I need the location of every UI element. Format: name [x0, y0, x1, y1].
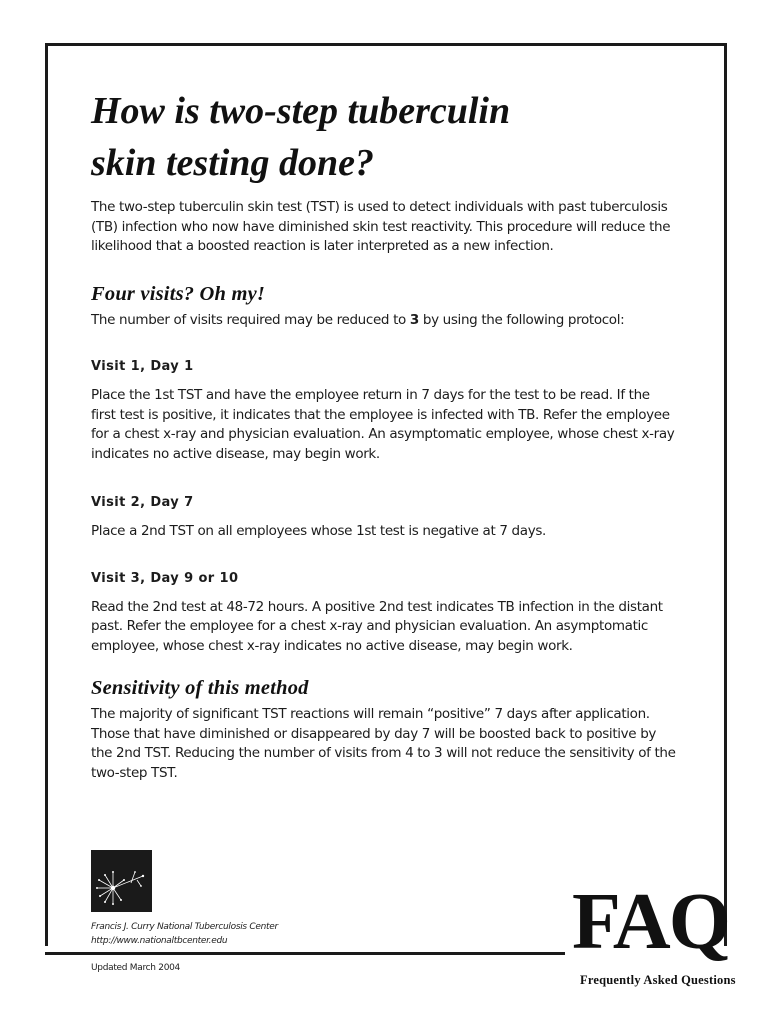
visit-2-heading: Visit 2, Day 7 — [91, 495, 194, 510]
page-border-bottom — [45, 952, 565, 955]
org-credit — [91, 920, 278, 948]
title-line-1: How is two-step tuberculin — [91, 90, 511, 132]
visit-1-text: Place the 1st TST and have the employee return in 7 days for the test to be read. If the first test is positive, it indicates that the employee is infected with TB. Refer the employee for a chest x-ray and physician evaluation. An asymptomatic employee, whose chest x-ray indicates no active disease, may begin work. — [91, 387, 675, 462]
visit-1-heading: Visit 1, Day 1 — [91, 359, 194, 374]
visit-3-heading: Visit 3, Day 9 or 10 — [91, 570, 239, 586]
protocol-text-after: by using the following protocol: — [418, 311, 625, 328]
visit-2-text: Place a 2nd TST on all employees whose 1st test is negative at 7 days. — [91, 523, 546, 539]
faq-subtitle: Frequently Asked Questions — [580, 973, 736, 987]
intro-paragraph: The two-step tuberculin skin test (TST) is used to detect individuals with past tuberculosis (TB) infection who now have diminished skin test reactivity. This procedure will reduce the likelihood that a boosted reaction is later interpreted as a new infection. — [91, 199, 671, 254]
sensitivity-paragraph: The majority of significant TST reactions will remain “positive” 7 days after application. Those that have diminished or disappeared by day 7 will be boosted back to positive by the 2nd TST. Reducing the number of visits from 4 to 3 will not reduce the sensitivity of the two-step TST. — [91, 706, 676, 781]
visit-3-text: Read the 2nd test at 48-72 hours. A positive 2nd test indicates TB infection in the distant past. Refer the employee for a chest x-ray and physician evaluation. An asymptomatic employee, whose chest x-ray indicates no active disease, may begin work. — [91, 598, 663, 654]
page-title — [91, 85, 676, 189]
title-line-2: skin testing done? — [91, 142, 374, 184]
section-heading-sensitivity: Sensitivity of this method — [91, 677, 309, 699]
faq-logo: FAQ — [572, 878, 729, 966]
section-heading-four-visits: Four visits? Oh my! — [91, 282, 266, 305]
org-url[interactable]: http://www.nationaltbcenter.edu — [91, 936, 228, 946]
visit-count: 3 — [409, 311, 419, 328]
protocol-text-before: The number of visits required may be reduced to — [91, 311, 410, 328]
curry-center-logo — [91, 850, 152, 912]
updated-date: Updated March 2004 — [91, 963, 180, 973]
main-content — [91, 85, 676, 783]
org-name: Francis J. Curry National Tuberculosis Center — [91, 922, 278, 932]
protocol-intro-paragraph — [91, 311, 676, 331]
dandelion-seed-icon — [91, 850, 152, 912]
